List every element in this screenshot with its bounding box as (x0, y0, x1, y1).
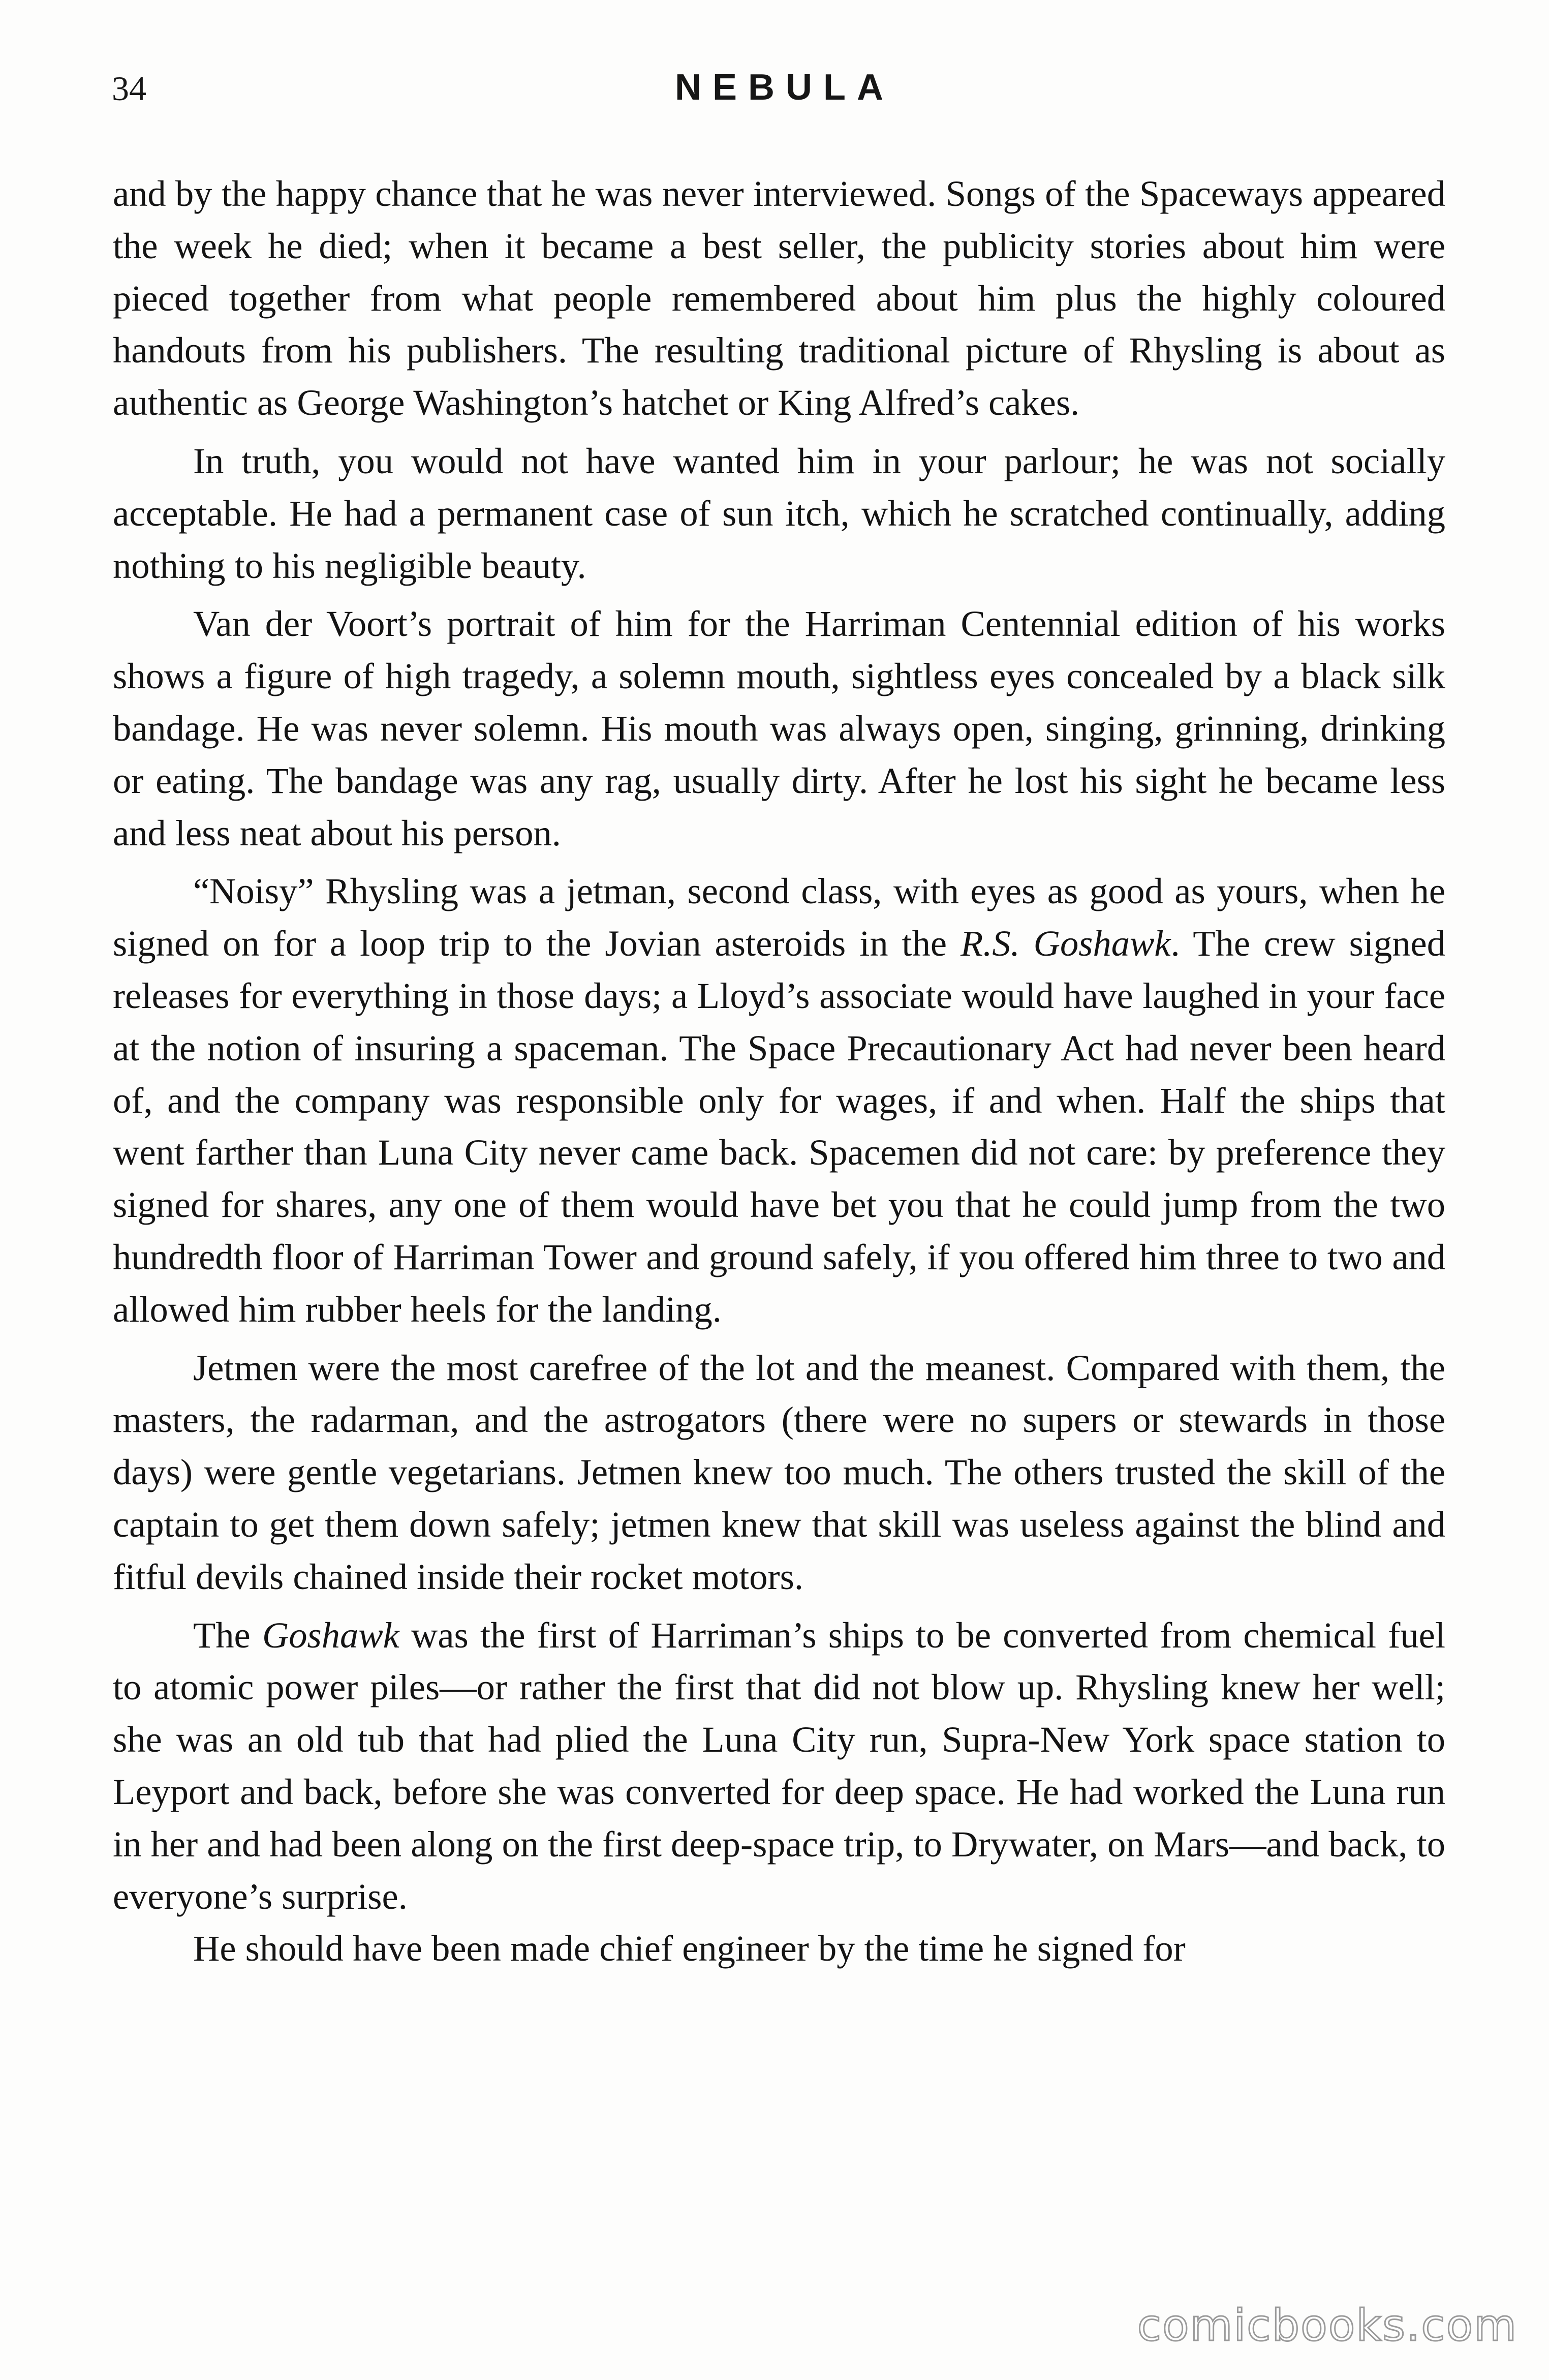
paragraph-4 (113, 865, 1445, 1335)
paragraph-1: and by the happy chance that he was never interviewed. Songs of the Spaceways appeared the week he died; when it became a best seller, the publicity stories about him were pieced together from what people remembered about him plus the highly coloured handouts from his publishers. The resulting traditional picture of Rhysling is about as authentic as George Washington’s hatchet or King Alfred’s cakes. (113, 173, 1445, 423)
running-title: NEBULA (675, 67, 894, 108)
paragraph-3: Van der Voort’s portrait of him for the Harriman Centennial edition of his works shows a figure of high tragedy, a solemn mouth, sightless eyes concealed by a black silk bandage. He was never solemn. His mouth was always open, singing, grinning, drinking or eating. The bandage was any rag, usually dirty. After he lost his sight he became less and less neat about his person. (113, 603, 1445, 853)
ship-name-italic: Goshawk (262, 1614, 399, 1656)
paragraph-6-text-after: was the first of Harriman’s ships to be converted from chemical fuel to atomic power piles—or rather the first that did not blow up. Rhysling knew her well; she was an old tub that had plied the Luna City run, Supra-New York space station to Leyport and back, before she was converted for deep space. He had worked the Luna run in her and had been along on the first deep-space trip, to Drywater, on Mars—and back, to everyone’s surprise. (113, 1614, 1445, 1917)
paragraph-6 (113, 1609, 1445, 1923)
story-body (113, 168, 1445, 1975)
paragraph-4-text-before: “Noisy” Rhysling was a jetman, second class, with eyes as good as yours, when he signed on for a loop trip to the Jovian asteroids in the (113, 870, 1445, 964)
paragraph-4-text-after: . The crew signed releases for everything in those days; a Lloyd’s associate would have laughed in your face at the notion of insuring a spaceman. The Space Precautionary Act had never been heard of, and the company was responsible only for wages, if and when. Half the ships that went farther than Luna City never came back. Spacemen did not care: by preference they signed for shares, any one of them would have bet you that he could jump from the two hundredth floor of Harriman Tower and ground safely, if you offered him three to two and allowed him rubber heels for the landing. (113, 923, 1445, 1330)
paragraph-7: He should have been made chief engineer by the time he signed for (193, 1928, 1186, 1969)
paragraph-2: In truth, you would not have wanted him in your parlour; he was not socially acceptable. He had a permanent case of sun itch, which he scratched continually, adding nothing to his negligible beauty. (113, 440, 1445, 586)
paragraph-6-text-before: The (193, 1614, 262, 1656)
paragraph-5: Jetmen were the most carefree of the lot and the meanest. Compared with them, the masters, the radarman, and the astrogators (there were no supers or stewards in those days) were gentle vegetarians. Jetmen knew too much. The others trusted the skill of the captain to get them down safely; jetmen knew that skill was useless against the blind and fitful devils chained inside their rocket motors. (113, 1347, 1445, 1597)
page-number: 34 (112, 69, 146, 108)
ship-name-italic: R.S. Goshawk (960, 923, 1171, 964)
watermark-logo: comicbooks.com (1137, 2300, 1517, 2351)
